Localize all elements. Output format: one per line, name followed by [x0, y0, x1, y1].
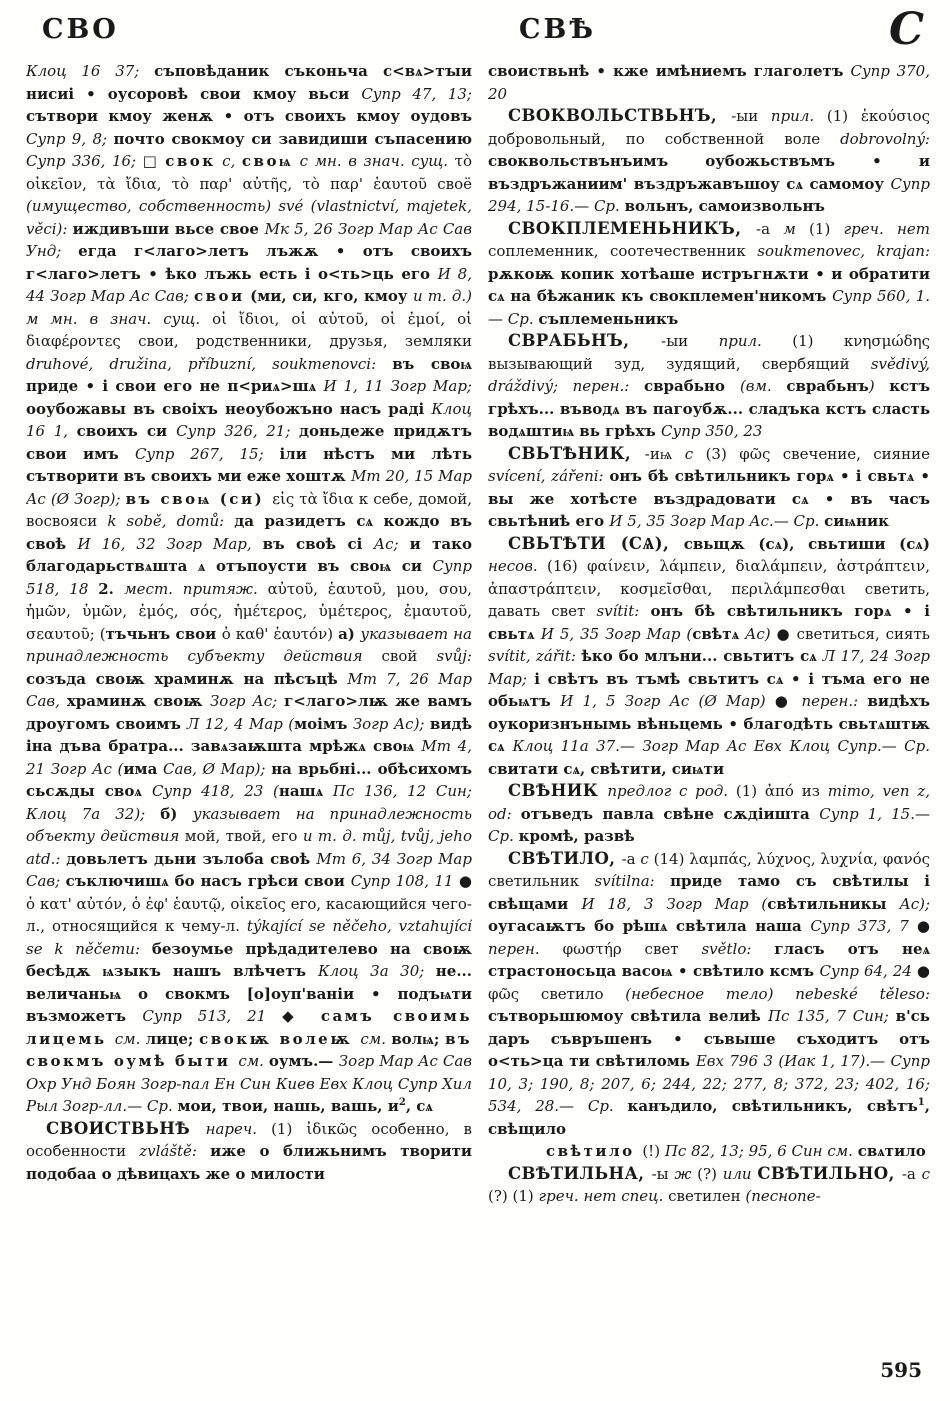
text-run: Клоц 11а 37.— Зогр Мар Ас Евх Клоц Супр.— Ср.: [512, 737, 930, 755]
text-run: въ свокмъ оумѣ быти: [26, 1029, 472, 1070]
text-run: б): [160, 804, 193, 823]
text-run: zvláště:: [139, 1142, 211, 1160]
text-run: (1): [735, 782, 765, 800]
text-run: svítit, zářit:: [488, 647, 582, 665]
text-run: (1): [826, 107, 861, 125]
text-run: гласъ отъ неѧ страстоносьца васоѩ • свѣтило ксмъ: [488, 939, 930, 980]
text-run: на врьбні... обѣсихомъ сьсѫды своѧ: [26, 759, 472, 800]
running-head-left-word: СВО: [42, 14, 119, 45]
text-run: доньдеже придѫтъ свои имъ: [26, 422, 472, 463]
text-run: Супр 1, 15.— Ср.: [488, 804, 930, 845]
left-column: [26, 60, 472, 1372]
text-run: (!): [642, 1142, 665, 1160]
text-run: Клоц 3а 30;: [317, 962, 436, 980]
text-run: (?): [697, 1164, 723, 1183]
text-run: перен.:: [801, 692, 868, 710]
text-run: dobrovolný:: [840, 129, 930, 148]
text-run: свои: [193, 287, 245, 305]
text-run: прил.: [718, 332, 793, 350]
text-run: СВЬТѢТИ (СѦ),: [508, 533, 684, 553]
text-run: ● светиться, сиять: [776, 624, 930, 643]
text-run: (ми, си, кго, кмоу: [244, 287, 414, 305]
text-run: соплеменник, соотечественник: [488, 242, 758, 260]
text-run: СВРАБЬНЪ,: [508, 331, 662, 350]
text-run: СВЬТѢНИК,: [508, 443, 645, 463]
text-run: с,: [215, 152, 242, 170]
text-run: (3): [705, 444, 740, 463]
text-run: Клоц 16 1,: [26, 399, 472, 440]
entry-svoistvne: [26, 1118, 472, 1186]
text-run: онъ бѣ свѣтильникъ горѧ • і свьтѧ • вы же хотѣсте въздрадовати сѧ • въ часъ свьтѣниѣ его: [488, 467, 930, 530]
text-run: Супр 518, 18: [26, 557, 472, 598]
text-run: сврабьно: [643, 377, 740, 395]
text-run: съплеменьникъ: [538, 309, 679, 328]
text-run: svítilna:: [594, 872, 671, 890]
text-run: СВѢТИЛО,: [508, 848, 622, 868]
text-run: Супр 513, 21: [142, 1007, 283, 1025]
text-run: канъдило, свѣтильникъ, свѣтъ: [627, 1097, 918, 1115]
text-run: к себе, домой, восвояси: [26, 489, 472, 530]
text-run: Клоц 16 37;: [26, 62, 155, 80]
text-run: видѣхъ оукоризнънымь вѣньцемь • благодѣть свьтѧштѭ сѧ: [488, 692, 930, 755]
text-run: 2.: [98, 579, 125, 598]
text-run: греч. нет спец.: [538, 1187, 669, 1205]
text-run: (песнопе-: [745, 1187, 821, 1205]
page-number: 595: [880, 1358, 922, 1382]
text-run: (: [99, 624, 106, 643]
text-run: въ своѩ приде • і свои его не п<риѧ>шѧ: [26, 354, 472, 395]
text-run: светило: [540, 984, 626, 1003]
text-run: с мн. в знач. сущ.: [293, 152, 455, 170]
cross-reference-svetilo: [488, 1140, 930, 1163]
text-run: (16): [546, 557, 588, 575]
text-run: Супр 336, 16;: [26, 152, 143, 170]
text-run: Сав, Ø Мар);: [157, 759, 272, 778]
text-run: онъ бѣ свѣтильникъ горѧ • і свьтѧ: [488, 602, 930, 643]
text-run: ооубожавы въ своіхъ неоубожъно насъ раді: [26, 399, 432, 418]
text-run: с: [921, 1164, 930, 1183]
right-column: [488, 60, 930, 1372]
text-run: φαίνειν, λάμπειν, διαλάμπειν, ἀστράπτειν, ἀπαστράπτειν, κοσμεῖσθαι, περιλάμπεσθαι: [488, 557, 930, 598]
entry-svtenik: [488, 443, 930, 533]
text-run: -ы: [651, 1164, 675, 1183]
text-run: СВОКПЛЕМЕНЬНИКЪ,: [508, 218, 757, 238]
text-run: И 8, 44 Зогр Мар Ас Сав;: [26, 264, 472, 305]
text-run: Зогр Ас);: [347, 714, 430, 733]
text-run: (14): [653, 849, 690, 868]
text-run: Супр 326, 21;: [176, 422, 299, 440]
text-run: мест. притяж.: [124, 579, 268, 598]
text-run: ): [868, 377, 890, 395]
text-run: см.: [114, 1029, 146, 1048]
text-run: □: [142, 152, 166, 170]
text-run: предлог с род.: [607, 782, 736, 800]
text-run: ж: [674, 1164, 698, 1183]
text-run: своё: [437, 174, 472, 193]
text-run: сътвори кмоу женѫ • отъ своихъ кмоу оудовъ: [26, 107, 472, 125]
text-run: м: [783, 219, 810, 238]
text-run: отъведъ павла свѣне сѫдіишта: [520, 804, 820, 823]
text-run: Зогр Мар Ас Сав Охр Унд Боян Зогр-пал Ен Син Киев Евх Клоц Супр Хил Рыл Зогр-лл.— Ср.: [26, 1052, 472, 1115]
text-run: И 5, 35 Зогр Мар (: [540, 624, 693, 643]
text-run: svědivý, dráždivý; перен.:: [488, 354, 930, 395]
text-run: φῶς: [488, 984, 541, 1003]
text-run: или: [722, 1164, 758, 1183]
text-run: свой: [381, 647, 437, 665]
text-run: свѣтило: [546, 1142, 643, 1160]
text-run: свок: [165, 152, 216, 170]
text-run: ἰδικῶς: [306, 1119, 372, 1138]
text-run: не... величаньѩ о свокмъ [о]оуп'ваніи • подъѩти възможетъ: [26, 962, 472, 1025]
text-run: (1): [809, 219, 844, 238]
text-run: нашѧ: [278, 782, 324, 800]
text-run: κνησμώδης: [843, 332, 930, 350]
text-run: свьщѫ (сѧ), свьтиши (сѧ): [683, 534, 930, 553]
text-run: τὸ οἰκεῖον, τὰ ἴδια, τὸ παρ' αὐτῆς, τὸ παρ' ἑαυτοῦ: [26, 152, 472, 193]
text-run: въ своѣ сі: [262, 534, 374, 553]
text-run: съповѣданик съконьча с<вѧ>тꙑи нисиі • оусоровѣ свои кмоу вьси: [26, 62, 472, 103]
text-run: ὁ καθ' ἑαυτόν: [221, 624, 328, 643]
text-run: týkající se něčeho, vztahující se k něčemu:: [26, 917, 472, 958]
text-run: ◆: [282, 1007, 321, 1025]
text-run: (1): [271, 1119, 307, 1138]
entry-svetilna: [488, 1163, 930, 1208]
text-run: СВѢНИК: [508, 781, 608, 800]
text-run: свитати сѧ, свѣтити, сиѩти: [488, 759, 725, 778]
text-run: и т. д.) м мн. в знач. сущ.: [26, 287, 472, 328]
text-run: его, касающийся чего-л., относящийся к чему-л.: [26, 894, 472, 935]
text-run: с: [684, 444, 706, 463]
text-run: Ас): [739, 624, 777, 643]
text-run: г<лаго>лѭ же вамъ дроугомъ своимъ: [26, 692, 472, 733]
text-run: перен.: [488, 939, 563, 958]
text-run: (?) (1): [488, 1187, 539, 1205]
text-run: ѣко бо млъни... свьтитъ сѧ: [581, 647, 823, 665]
text-run: ●: [916, 917, 930, 935]
text-run: рѫкоѭ копик хотѣаше истръгнѫти • и обратити сѧ на бѣжаник къ свокплемен'никомъ: [488, 264, 930, 305]
text-run: особенно, в особенности: [26, 1119, 472, 1160]
text-run: -ыи: [731, 107, 771, 125]
text-run: Супр 9, 8;: [26, 129, 114, 148]
text-run: Мк 5, 26 Зогр Мар Ас Сав Унд;: [26, 219, 472, 260]
text-run: СВОКВОЛЬСТВЬНЪ,: [508, 106, 732, 125]
text-run: Пс 82, 13; 95, 6 Син см.: [664, 1142, 858, 1160]
text-run: ●: [458, 872, 472, 890]
text-run: svítit:: [596, 602, 651, 620]
text-run: добровольный, по собственной воле: [488, 129, 841, 148]
text-run: Супр 373, 7: [810, 917, 917, 935]
entry-svokvolstvien: [488, 105, 930, 218]
text-run: φῶς: [739, 444, 783, 463]
text-run: Пс 136, 12 Син; Клоц 7а 32);: [26, 782, 472, 823]
text-run: кромѣ, развѣ: [518, 827, 635, 845]
text-run: ●: [916, 962, 930, 980]
text-run: лице;: [145, 1029, 200, 1048]
text-run: вольнъ, самоизвольнъ: [624, 197, 825, 215]
text-run: Супр 418, 23 (: [151, 782, 279, 800]
text-run: іли нѣстъ ми лѣть сътворити въ своихъ ми еже хоштѫ: [26, 444, 472, 485]
text-run: οἱ ἴδιοι, οἱ αὐτοῦ, οἱ ἐμοί, οἱ διαφέροντες: [26, 309, 472, 350]
text-run: мои, твои, нашь, вашь, и: [177, 1097, 399, 1115]
text-run: (имущество, собственность) své (vlastnictví, majetek, věci):: [26, 197, 472, 238]
text-run: сиѩник: [824, 512, 889, 530]
text-run: своиствьнѣ • кже имѣниемъ глаголетъ: [488, 62, 851, 80]
text-run: Ас);: [886, 894, 930, 913]
section-letter: С: [888, 4, 924, 55]
text-run: Пс 135, 7 Син;: [767, 1007, 896, 1025]
text-run: свои, родственники, друзья, земляки: [138, 332, 472, 350]
running-head-center-word: СВѢ: [519, 14, 597, 45]
text-run: -а: [621, 849, 641, 868]
text-run: Супр 370, 20: [488, 62, 930, 103]
text-run: въ своѩ (си): [125, 489, 273, 508]
text-run: да разидетъ сѧ кождо въ своѣ: [26, 512, 472, 553]
continuation-paragraph-svoi: [26, 60, 472, 1118]
text-run: вызывающий зуд, зудящий, свербящий: [488, 354, 871, 373]
text-run: храминѫ своѭ: [66, 692, 210, 710]
text-run: свѣтѧ: [692, 624, 740, 643]
text-run: И 18, 3 Зогр Мар (: [581, 894, 768, 913]
text-run: из: [801, 782, 828, 800]
text-run: ): [327, 624, 339, 643]
text-run: φωστήρ: [562, 939, 645, 958]
text-run: 1: [917, 1097, 925, 1108]
text-run: нареч.: [205, 1119, 272, 1138]
text-run: ἀπό: [764, 782, 802, 800]
text-run: Зогр Ас;: [209, 692, 285, 710]
text-run: И 1, 5 Зогр Ас (Ø Мар): [560, 692, 775, 710]
text-run: světlo:: [701, 939, 775, 958]
text-run: И 5, 35 Зогр Мар Ас.— Ср.: [609, 512, 825, 530]
text-run: иждивъши вьсе свое: [72, 219, 265, 238]
text-run: см.: [360, 1029, 392, 1048]
text-run: Мт 7, 26 Мар Сав,: [26, 669, 472, 710]
text-run: своѩ: [241, 152, 294, 170]
text-run: свѣтильникы: [767, 894, 887, 913]
entry-svetilo: [488, 848, 930, 1141]
text-run: svůj:: [436, 647, 472, 665]
text-run: Супр 560, 1.— Ср.: [488, 287, 930, 328]
text-run: Супр 294, 15-16.— Ср.: [488, 174, 930, 215]
text-run: светить, давать свет: [488, 579, 930, 620]
text-run: εἰς τὰ ἴδια: [272, 489, 359, 508]
text-run: Л 12, 4 Мар (: [186, 714, 295, 733]
text-run: прил.: [770, 107, 827, 125]
text-run: мой, твой, его: [184, 827, 303, 845]
text-run: свечение, сияние: [782, 444, 930, 463]
continuation-paragraph-svoistvne: [488, 60, 930, 105]
text-run: светилен: [668, 1187, 746, 1205]
text-run: и тако благодарьствѧшта ѧ отъпоусти въ своѩ си: [26, 534, 472, 575]
text-run: (1): [792, 332, 844, 350]
text-run: сврабьнъ: [786, 377, 869, 395]
text-run: указывает на принадлежность объекту действия: [26, 804, 472, 845]
text-run: і свѣтъ въ тъмѣ свьтитъ сѧ • і тъма его не обьѩтъ: [488, 669, 930, 710]
text-run: (небесное тело) nebeské těleso:: [625, 984, 930, 1003]
entry-svteti: [488, 533, 930, 781]
text-run: Евх 796 3 (Иак 1, 17).— Супр 10, 3; 190, 8; 207, 6; 244, 22; 277, 8; 372, 23; 402, 16; 534, 28.— Ср.: [488, 1052, 930, 1115]
text-run: ἑκούσιος: [860, 107, 930, 125]
text-run: свокѭ волеѭ: [199, 1029, 361, 1048]
text-run: Мт 6, 34 Зогр Мар Сав;: [26, 849, 472, 890]
text-run: указывает на принадлежность субъекту действия: [26, 624, 472, 665]
text-run: свет: [644, 939, 702, 958]
entry-svrabn: [488, 330, 930, 443]
running-head: [0, 0, 950, 58]
text-run: приде тамо съ свѣтилы і свѣщами: [488, 872, 930, 913]
text-run: , свѣщило: [488, 1097, 930, 1138]
text-run: Супр 47, 13;: [361, 84, 472, 103]
text-run: оугасаѭтъ бо рѣшѧ свѣтила наша: [488, 917, 811, 935]
text-run: своихъ си: [76, 422, 177, 440]
text-run: k sobě, domů:: [107, 512, 235, 530]
text-run: довьлетъ дьни зълоба своѣ: [66, 849, 317, 868]
text-run: созъда своѭ храминѫ на пѣсъцѣ: [26, 669, 348, 688]
text-run: Мт 4, 21 Зогр Ас (: [26, 737, 472, 778]
text-run: И 1, 11 Зогр Мар;: [323, 377, 472, 395]
text-run: Супр 64, 24: [819, 962, 917, 980]
text-run: 2: [398, 1097, 406, 1108]
text-run: и т. д. můj, tvůj, jeho atd.:: [26, 827, 472, 868]
text-run: Супр 267, 15;: [134, 444, 280, 463]
entry-svenik: [488, 780, 930, 848]
text-run: mimo, ven z, od:: [488, 782, 930, 823]
text-run: има: [123, 759, 158, 778]
text-run: Ас;: [373, 534, 410, 553]
text-run: Супр 108, 11: [350, 872, 459, 890]
text-run: своквольствънъимъ оубожьствъмъ • и въздръжаниим' въздръжавъшоу сѧ самомоу: [488, 152, 930, 193]
text-run: Мт 20, 15 Мар Ас (Ø Зогр);: [26, 467, 472, 508]
text-run: сътворьшюмоу свѣтила велиѣ: [488, 1007, 768, 1025]
text-run: , сѧ: [405, 1097, 433, 1115]
text-run: αὐτοῦ, ἑαυτοῦ, μου, σου, ἡμῶν, ὑμῶν, ἐμός, σός, ἡμέτερος, ὑμέτερος, ἐμαυτοῦ, σεαυτοῦ;: [26, 579, 472, 643]
text-run: тъчьнъ свои: [105, 624, 222, 643]
text-run: druhové, družina, příbuzní, soukmenovci:: [26, 354, 393, 373]
text-run: с: [640, 849, 654, 868]
text-run: несов.: [488, 557, 547, 575]
text-run: ὁ κατ' αὐτόν, ὁ ἐφ' ἑαυτῷ, οἰκεῖος: [26, 894, 291, 913]
text-run: светильник: [488, 872, 595, 890]
text-run: безоумье прѣдадителево на своѭ бесѣдѫ ѩзыкъ нашъ влѣчетъ: [26, 939, 472, 980]
text-run: оумъ.—: [268, 1052, 339, 1070]
text-run: кстъ грѣхъ... въводѧ въ пагоубѫ... сладъка кстъ сласть водѧштиѩ вь грѣхъ: [488, 377, 930, 440]
text-run: в'сь даръ съвръшенъ • съвыше съходитъ отъ о<ть>ца ти свѣтиломь: [488, 1007, 930, 1070]
text-run: -а: [901, 1164, 922, 1183]
text-run: λαμπάς, λύχνος, λυχνία, φανός: [689, 849, 930, 868]
text-run: греч. нет: [843, 219, 930, 238]
text-run: СВѢТИЛЬНА,: [508, 1163, 652, 1183]
text-run: -иѩ: [644, 444, 685, 463]
text-run: (вм.: [739, 377, 787, 395]
text-run: Л 17, 24 Зогр Мар;: [488, 647, 930, 688]
text-run: Супр 350, 23: [661, 422, 763, 440]
text-run: волѩ;: [391, 1029, 446, 1048]
text-run: soukmenovec, krajan:: [757, 242, 930, 260]
text-run: СВѢТИЛЬНО,: [757, 1163, 902, 1183]
text-run: -а: [756, 219, 784, 238]
text-run: см.: [238, 1052, 269, 1070]
text-run: svícení, zářeni:: [488, 467, 610, 485]
text-run: самъ своимь лицемь: [26, 1007, 472, 1048]
text-run: съключишѧ бо насъ грѣси свои: [65, 872, 351, 890]
text-run: почто свокмоу си завидиши съпасению: [113, 129, 472, 148]
text-run: ●: [774, 692, 802, 710]
text-run: СВОИСТВЬНѢ: [46, 1118, 206, 1138]
text-run: а): [338, 624, 361, 643]
text-run: иже о ближьнимъ творити подобаа о дѣвицахъ же о милости: [26, 1142, 472, 1183]
text-run: видѣ іна дъва братра... завѧзаѭшта мрѣжѧ своѩ: [26, 714, 472, 755]
text-run: моімъ: [294, 714, 348, 733]
text-run: свѧтило: [857, 1142, 926, 1160]
entry-svokplemennik: [488, 218, 930, 331]
text-run: И 16, 32 Зогр Мар,: [77, 534, 263, 553]
text-run: -ыи: [661, 332, 719, 350]
text-run: егда г<лаго>летъ лъжѫ • отъ своихъ г<лаго>летъ • ѣко лъжь есть і о<ть>ць его: [26, 242, 472, 283]
